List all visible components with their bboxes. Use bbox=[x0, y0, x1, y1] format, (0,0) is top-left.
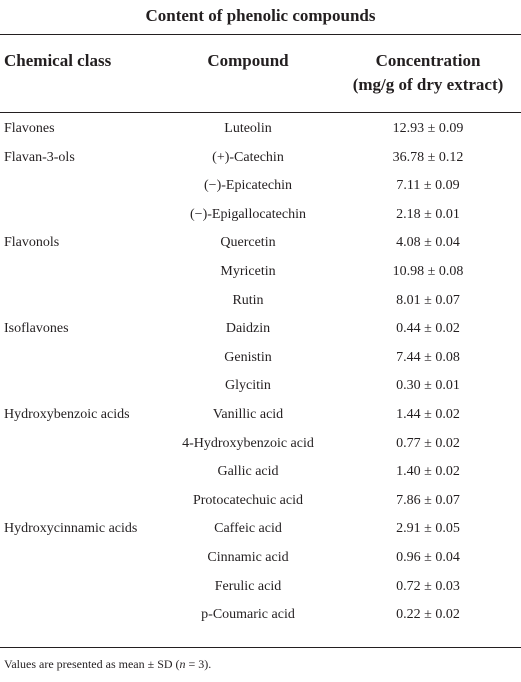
cell-chemical-class: Isoflavones bbox=[4, 321, 69, 337]
table-body bbox=[0, 121, 521, 642]
header-concentration bbox=[338, 49, 518, 97]
cell-concentration: 0.72 ± 0.03 bbox=[396, 578, 460, 594]
cell-concentration: 8.01 ± 0.07 bbox=[396, 292, 460, 308]
cell-concentration: 10.98 ± 0.08 bbox=[392, 263, 464, 279]
cell-compound: (−)-Epigallocatechin bbox=[190, 206, 306, 222]
cell-compound: Rutin bbox=[232, 292, 264, 308]
cell-compound: (−)-Epicatechin bbox=[204, 178, 292, 194]
cell-concentration: 12.93 ± 0.09 bbox=[392, 121, 464, 136]
cell-concentration: 2.18 ± 0.01 bbox=[396, 206, 460, 222]
header-compound: Compound bbox=[207, 51, 289, 70]
cell-compound: Vanillic acid bbox=[212, 406, 284, 422]
cell-concentration: 2.91 ± 0.05 bbox=[396, 521, 460, 537]
cell-concentration: 4.08 ± 0.04 bbox=[396, 235, 460, 251]
header-chemical-class: Chemical class bbox=[4, 51, 112, 70]
cell-compound: (+)-Catechin bbox=[212, 149, 284, 165]
cell-concentration: 0.44 ± 0.02 bbox=[396, 321, 460, 337]
footnote-text-before: Values are presented as mean ± SD ( bbox=[4, 657, 180, 671]
cell-compound: 4-Hydroxybenzoic acid bbox=[182, 435, 314, 451]
cell-chemical-class: Flavones bbox=[4, 121, 55, 136]
cell-compound: Quercetin bbox=[220, 235, 276, 251]
cell-compound: Gallic acid bbox=[217, 464, 279, 480]
cell-concentration: 7.44 ± 0.08 bbox=[396, 349, 460, 365]
cell-compound: Myricetin bbox=[220, 263, 276, 279]
cell-compound: Genistin bbox=[224, 349, 272, 365]
cell-compound: Protocatechuic acid bbox=[192, 492, 303, 508]
footnote-n-symbol: n bbox=[179, 657, 186, 671]
table-row bbox=[0, 607, 521, 642]
header-rule bbox=[0, 112, 521, 113]
cell-compound: p-Coumaric acid bbox=[201, 607, 295, 623]
cell-compound: Daidzin bbox=[225, 321, 271, 337]
cell-concentration: 36.78 ± 0.12 bbox=[392, 149, 464, 165]
cell-concentration: 1.44 ± 0.02 bbox=[396, 406, 460, 422]
cell-compound: Cinnamic acid bbox=[207, 549, 289, 565]
cell-chemical-class: Flavonols bbox=[4, 235, 60, 251]
cell-compound: Glycitin bbox=[225, 378, 271, 394]
cell-compound: Luteolin bbox=[224, 121, 272, 136]
cell-concentration: 0.96 ± 0.04 bbox=[396, 549, 460, 565]
bottom-rule bbox=[0, 647, 521, 648]
header-concentration-line2: (mg/g of dry extract) bbox=[352, 75, 504, 94]
cell-chemical-class: Flavan-3-ols bbox=[4, 149, 75, 165]
cell-chemical-class: Hydroxybenzoic acids bbox=[4, 406, 130, 422]
table-title: Content of phenolic compounds bbox=[145, 6, 376, 25]
cell-concentration: 0.77 ± 0.02 bbox=[396, 435, 460, 451]
cell-concentration: 0.22 ± 0.02 bbox=[396, 607, 460, 623]
header-concentration-line1: Concentration bbox=[375, 51, 481, 70]
cell-concentration: 1.40 ± 0.02 bbox=[396, 464, 460, 480]
table-footnote bbox=[4, 655, 211, 673]
cell-concentration: 7.86 ± 0.07 bbox=[396, 492, 460, 508]
footnote-text-after: = 3). bbox=[185, 657, 212, 671]
cell-chemical-class: Hydroxycinnamic acids bbox=[4, 521, 138, 537]
cell-concentration: 0.30 ± 0.01 bbox=[396, 378, 460, 394]
top-rule bbox=[0, 34, 521, 35]
cell-compound: Caffeic acid bbox=[214, 521, 282, 537]
cell-concentration: 7.11 ± 0.09 bbox=[396, 178, 460, 194]
cell-compound: Ferulic acid bbox=[214, 578, 282, 594]
